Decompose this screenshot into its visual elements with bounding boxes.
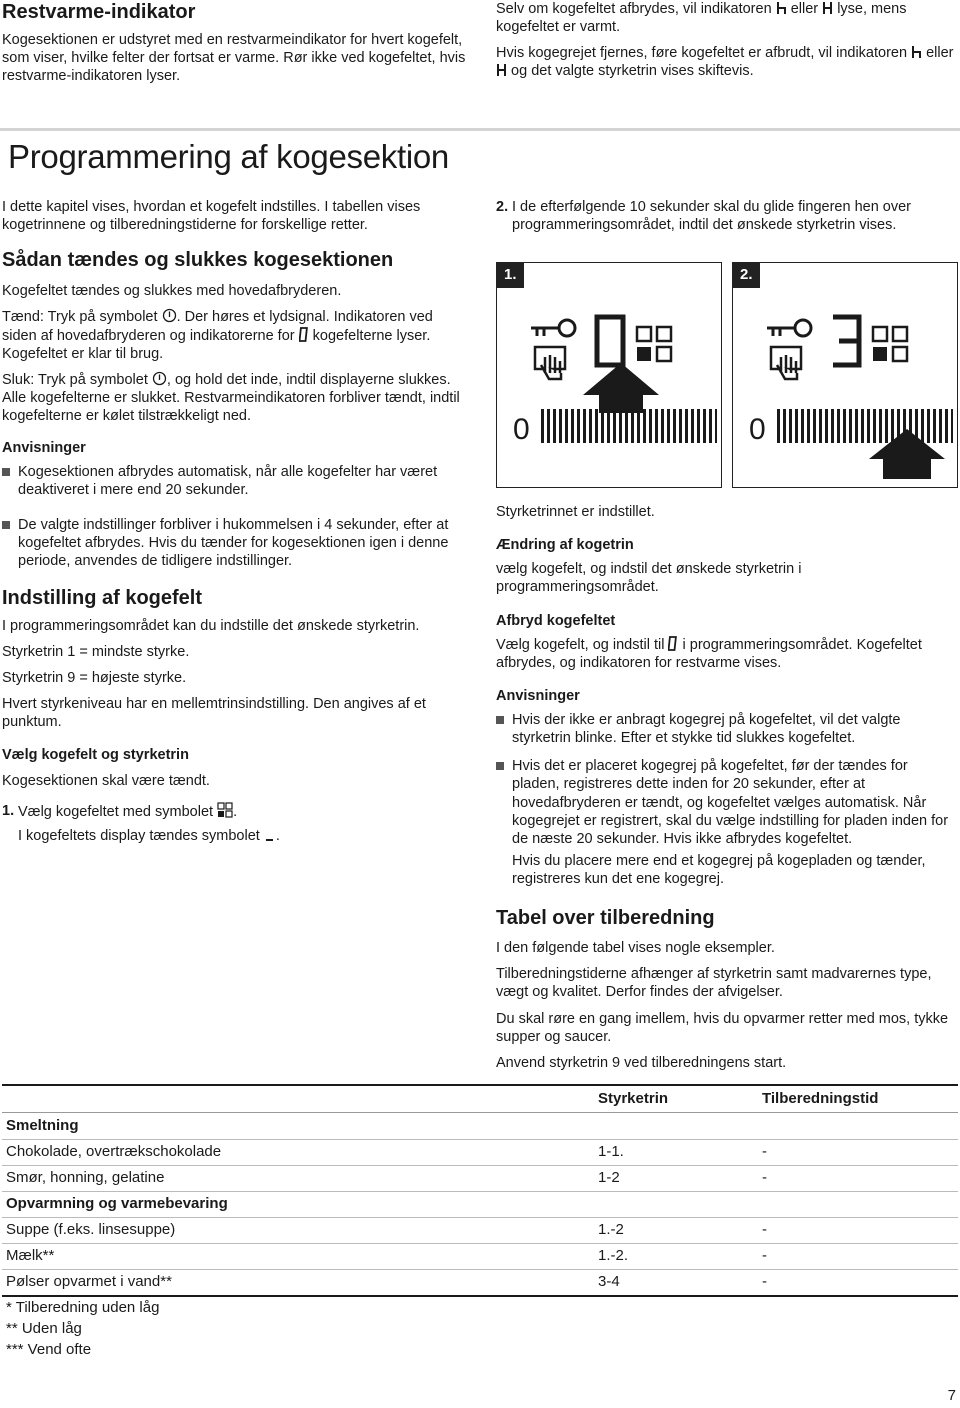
residual-heat-text: Kogesektionen er udstyret med en restvarmeindikator for hvert kogefelt, som viser, hvilke felter der fortsat er varme. Rør ikke ved kogefeltet, hvis restvarme-indikatoren lyser. <box>2 32 466 85</box>
panel-caption: Styrketrinnet er indstillet. <box>496 504 655 520</box>
table-top-rule <box>2 1084 958 1086</box>
seven-segment-display <box>597 317 623 365</box>
row-divider <box>2 1269 958 1270</box>
table-cell-dish: Suppe (f.eks. linsesuppe) <box>6 1221 176 1238</box>
arrow-up-icon <box>583 363 659 413</box>
table-cell-dish: Smør, honning, gelatine <box>6 1169 165 1186</box>
power-icon <box>162 308 177 323</box>
table-footnote: * Tilberedning uden låg <box>6 1299 160 1316</box>
onoff-p3: Sluk: Tryk på symbolet , og hold det inde, indtil displayerne slukkes. Alle kogefelterne er slukket. Restvarmeindikatoren forbliver tændt, indtil kogefelterne er kølet tilstrækkeligt ned. <box>2 371 460 424</box>
key-lock-icon <box>531 320 575 336</box>
residual-h-icon <box>911 45 922 59</box>
table-header-rule <box>2 1112 958 1113</box>
page-number: 7 <box>947 1387 956 1405</box>
setting-p4: Hvert styrkeniveau har en mellemtrinsindstilling. Den angives af et punktum. <box>2 696 426 731</box>
slider-zero-label: 0 <box>513 413 530 446</box>
step-2: 2. I de efterfølgende 10 sekunder skal du glide fingeren hen over programmeringsområdet, indtil det ønskede styrketrin vises. <box>496 199 912 234</box>
row-divider <box>2 1165 958 1166</box>
step-1: 1. Vælg kogefeltet med symbolet . I kogefeltets display tændes symbolet . <box>2 802 280 844</box>
stop-text: Vælg kogefelt, og indstil til i programmeringsområdet. Kogefeltet afbrydes, og indikatoren for restvarme vises. <box>496 636 922 671</box>
table-cell-strength: 1.-2 <box>598 1221 624 1238</box>
onoff-title: Sådan tændes og slukkes kogesektionen <box>2 249 394 272</box>
residual-H-icon <box>496 63 507 77</box>
row-divider <box>2 1139 958 1140</box>
display-zero-icon <box>668 636 678 651</box>
table-cell-strength: 3-4 <box>598 1273 620 1290</box>
table-group-melting: Smeltning <box>6 1117 79 1134</box>
control-panel-1 <box>496 262 722 488</box>
note-item: De valgte indstillinger forbliver i hukommelsen i 4 sekunder, efter at kogefeltet afbrydes. Hvis du tænder for kogesektionen igen i denne periode, anvendes de tidligere indstillinger. <box>2 516 464 570</box>
intro-text: I dette kapitel vises, hvordan et kogefelt indstilles. I tabellen vises kogetrinnene og tilberedningstiderne for forskellige retter. <box>2 199 421 234</box>
residual-h-icon <box>776 1 787 15</box>
table-intro-p2: Tilberedningstiderne afhænger af styrketrin samt madvarernes type, vægt og kvalitet. Derfor findes der afvigelser. <box>496 966 932 1001</box>
note-item-continuation: Hvis du placere mere end et kogegrej på kogepladen og tænder, registreres kun det ene kogegrej. <box>512 852 926 887</box>
table-cell-time: - <box>762 1247 767 1264</box>
section-divider <box>0 128 960 131</box>
choose-title: Vælg kogefelt og styrketrin <box>2 746 189 763</box>
row-divider <box>2 1217 958 1218</box>
note-item: Hvis det er placeret kogegrej på kogefeltet, før der tændes for pladen, registreres dette inden for 20 sekunder, efter at hovedafbryderen er tændt, og kogefeltet vælges automatisk. Når kogegrejet er registrert, skal du vælge indstilling for pladen inden for de næste 20 sekunder. Hvis ikke afbrydes kogefeltet. <box>496 757 958 848</box>
row-divider <box>2 1243 958 1244</box>
setting-title: Indstilling af kogefelt <box>2 586 203 609</box>
control-panel-1-graphic <box>497 263 721 487</box>
row-divider <box>2 1191 958 1192</box>
change-title: Ændring af kogetrin <box>496 537 634 554</box>
table-cell-time: - <box>762 1169 767 1186</box>
section-title: Programmering af kogesektion <box>8 138 449 175</box>
note-item: Kogesektionen afbrydes automatisk, når alle kogefelter har været deaktiveret i mere end 20 sekunder. <box>2 463 464 499</box>
table-cell-dish: Chokolade, overtrækschokolade <box>6 1143 222 1160</box>
choose-p1: Kogesektionen skal være tændt. <box>2 772 210 789</box>
notes-title-right: Anvisninger <box>496 687 580 704</box>
residual-H-icon <box>822 1 833 15</box>
table-footnote: ** Uden låg <box>6 1320 82 1337</box>
slider-scale[interactable] <box>541 409 717 443</box>
table-cell-time: - <box>762 1143 767 1160</box>
right-column-bottom <box>496 503 958 1080</box>
power-icon <box>152 371 167 386</box>
residual-heat-title: Restvarme-indikator <box>2 1 196 23</box>
table-group-heating: Opvarmning og varmebevaring <box>6 1195 228 1212</box>
hand-touch-icon <box>535 347 565 379</box>
control-panel-2-graphic <box>733 263 957 487</box>
table-section-title: Tabel over tilberedning <box>496 907 715 930</box>
table-bottom-rule <box>2 1295 958 1297</box>
onoff-p2: Tænd: Tryk på symbolet . Der høres et lydsignal. Indikatoren ved siden af hovedafbryderen og indikatorerne for kogefelterne lyser. Kogefeltet er klar til brug. <box>2 309 433 362</box>
residual-heat-block <box>2 0 472 85</box>
hob-selector-icon <box>873 327 907 361</box>
table-cell-dish: Mælk** <box>6 1247 55 1264</box>
residual-heat-p1: Selv om kogefeltet afbrydes, vil indikatoren eller lyse, mens kogefeltet er varmt. <box>496 1 907 36</box>
table-footnote: *** Vend ofte <box>6 1341 92 1358</box>
stop-title: Afbryd kogefeltet <box>496 612 616 629</box>
table-cell-strength: 1.-2. <box>598 1247 629 1264</box>
change-text: vælg kogefelt, og indstil det ønskede styrketrin i programmeringsområdet. <box>496 561 802 596</box>
underscore-display-icon <box>264 828 276 842</box>
table-intro-p4: Anvend styrketrin 9 ved tilberedningens start. <box>496 1054 787 1071</box>
table-cell-time: - <box>762 1273 767 1290</box>
display-zero-icon <box>299 327 309 342</box>
slider-zero-label: 0 <box>749 413 766 446</box>
note-item: Hvis der ikke er anbragt kogegrej på kogefeltet, vil det valgte styrketrin blinke. Efter et stykke tid slukkes kogefeltet. <box>496 711 958 747</box>
left-column <box>2 198 464 845</box>
residual-heat-p2: Hvis kogegrejet fjernes, føre kogefeltet er afbrudt, vil indikatoren eller og det valgte styrketrin vises skiftevis. <box>496 45 954 80</box>
hand-touch-icon <box>771 347 801 379</box>
hob-selector-icon <box>217 802 233 818</box>
table-cell-strength: 1-2 <box>598 1169 620 1186</box>
setting-p2: Styrketrin 1 = mindste styrke. <box>2 644 190 660</box>
setting-p1: I programmeringsområdet kan du indstille det ønskede styrketrin. <box>2 617 420 634</box>
table-intro-p3: Du skal røre en gang imellem, hvis du opvarmer retter med mos, tykke supper og saucer. <box>496 1010 949 1045</box>
onoff-p1: Kogefeltet tændes og slukkes med hovedafbryderen. <box>2 283 342 300</box>
table-header-time: Tilberedningstid <box>762 1090 879 1107</box>
slider-scale[interactable] <box>777 409 953 443</box>
setting-p3: Styrketrin 9 = højeste styrke. <box>2 670 187 687</box>
table-header-strength: Styrketrin <box>598 1090 669 1107</box>
residual-heat-right-block <box>496 0 958 81</box>
table-cell-strength: 1-1. <box>598 1143 624 1160</box>
panel-label-2: 2. <box>733 263 760 288</box>
table-intro-p1: I den følgende tabel vises nogle eksempler. <box>496 940 775 957</box>
key-lock-icon <box>767 320 811 336</box>
control-panel-2 <box>732 262 958 488</box>
seven-segment-display <box>833 317 859 365</box>
right-column-top <box>496 198 958 234</box>
hob-selector-icon <box>637 327 671 361</box>
panel-label-1: 1. <box>497 263 524 288</box>
table-cell-time: - <box>762 1221 767 1238</box>
table-cell-dish: Pølser opvarmet i vand** <box>6 1273 172 1290</box>
notes-title-left: Anvisninger <box>2 440 86 457</box>
